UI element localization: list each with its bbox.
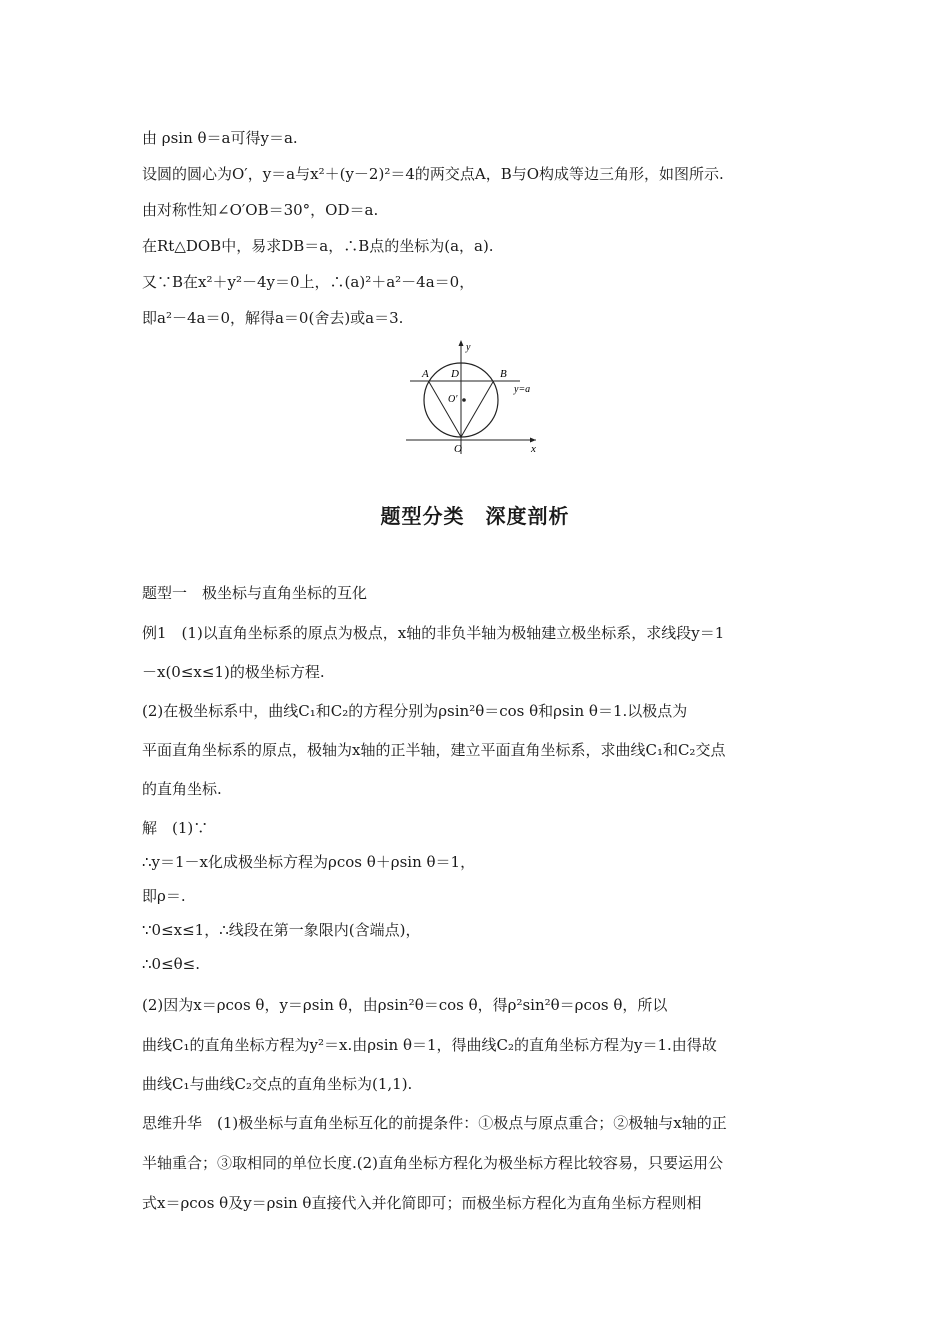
y-axis-arrow (459, 340, 464, 346)
text-line: 式x＝ρcos θ及y＝ρsin θ直接代入并化简即可；而极坐标方程化为直角坐标方程则相 (142, 1194, 702, 1212)
text-line: 平面直角坐标系的原点，极轴为x轴的正半轴，建立平面直角坐标系，求曲线C₁和C₂交点 (142, 741, 726, 759)
label-b: B (500, 368, 507, 380)
text-line: 即a²－4a＝0，解得a＝0(舍去)或a＝3. (142, 309, 404, 327)
triangle-side-oa (429, 381, 462, 437)
label-d: D (451, 368, 459, 380)
label-center: O′ (448, 394, 458, 405)
triangle-side-ob (461, 381, 494, 437)
subsection-heading: 题型一 极坐标与直角坐标的互化 (142, 584, 368, 602)
label-x: x (531, 443, 536, 455)
text-line: 设圆的圆心为O′，y＝a与x²＋(y－2)²＝4的两交点A，B与O构成等边三角形，如图所示. (142, 165, 724, 183)
text-line: 在Rt△DOB中，易求DB＝a，∴B点的坐标为(a，a). (142, 237, 494, 255)
x-axis-arrow (530, 438, 536, 443)
text-line: 由 ρsin θ＝a可得y＝a. (142, 129, 298, 147)
text-line: 思维升华 (1)极坐标与直角坐标互化的前提条件：①极点与原点重合；②极轴与x轴的正 (142, 1114, 727, 1132)
text-line: (2)在极坐标系中，曲线C₁和C₂的方程分别为ρsin²θ＝cos θ和ρsin θ＝1.以极点为 (142, 702, 688, 720)
text-line: ∴0≤θ≤. (142, 955, 201, 973)
label-a: A (422, 368, 429, 380)
text-line: 由对称性知∠O′OB＝30°，OD＝a. (142, 201, 379, 219)
text-line: －x(0≤x≤1)的极坐标方程. (142, 663, 325, 681)
text-line: ∵0≤x≤1，∴线段在第一象限内(含端点)， (142, 921, 421, 939)
text-line: 例1 (1)以直角坐标系的原点为极点，x轴的非负半轴为极轴建立极坐标系，求线段y＝1 (142, 624, 725, 642)
section-title: 题型分类 深度剖析 (380, 504, 570, 528)
label-origin: O (454, 443, 462, 455)
text-line: 曲线C₁与曲线C₂交点的直角坐标为(1,1). (142, 1075, 413, 1093)
label-line: y=a (514, 384, 531, 395)
label-y: y (466, 342, 471, 353)
text-line: 即ρ＝. (142, 887, 186, 905)
text-line: 解 (1)∵ (142, 819, 209, 837)
text-line: 的直角坐标. (142, 780, 222, 798)
text-line: 曲线C₁的直角坐标方程为y²＝x.由ρsin θ＝1，得曲线C₂的直角坐标方程为y＝1.由得故 (142, 1036, 717, 1054)
text-line: (2)因为x＝ρcos θ，y＝ρsin θ，由ρsin²θ＝cos θ，得ρ²sin²θ＝ρcos θ，所以 (142, 996, 668, 1014)
center-point (462, 398, 466, 402)
text-line: 又∵B在x²＋y²－4y＝0上，∴(a)²＋a²－4a＝0， (142, 273, 475, 291)
circle-triangle-figure (400, 336, 550, 460)
text-line: 半轴重合；③取相同的单位长度.(2)直角坐标方程化为极坐标方程比较容易，只要运用公 (142, 1154, 724, 1172)
text-line: ∴y＝1－x化成极坐标方程为ρcos θ＋ρsin θ＝1， (142, 853, 476, 871)
